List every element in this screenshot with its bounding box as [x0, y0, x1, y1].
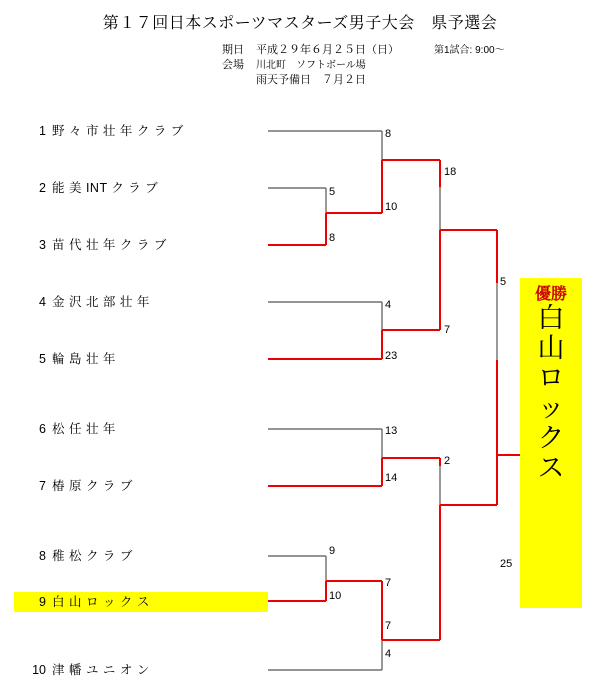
team-row-winner[interactable] — [14, 592, 268, 612]
team-name: 松 任 壮 年 — [52, 422, 116, 436]
team-seed: 4 — [39, 295, 46, 309]
first-match-time: 第1試合: 9:00〜 — [434, 45, 505, 56]
event-date-value: 平成２９年６月２５日（日） — [256, 44, 399, 56]
team-seed: 2 — [39, 181, 46, 195]
team-row[interactable] — [28, 294, 268, 310]
match-score: 10 — [385, 201, 398, 213]
team-name: 野 々 市 壮 年 ク ラ ブ — [52, 124, 184, 138]
match-score: 9 — [329, 545, 336, 557]
match-score: 23 — [385, 350, 398, 362]
venue-value: 川北町 ソフトボール場 — [256, 60, 366, 71]
team-seed: 10 — [32, 663, 46, 677]
champion-name-char: ッ — [537, 393, 565, 423]
team-row[interactable] — [28, 180, 268, 196]
match-score: 7 — [444, 324, 451, 336]
team-seed: 1 — [39, 124, 46, 138]
champion-name-char: ク — [537, 423, 565, 453]
match-score: 4 — [385, 648, 392, 660]
team-seed: 5 — [39, 352, 46, 366]
champion-name-char: 白 — [537, 303, 565, 333]
team-name: 能 美 INT ク ラ ブ — [52, 181, 159, 195]
team-row[interactable] — [28, 421, 268, 437]
team-seed: 9 — [39, 595, 46, 609]
venue-label: 会場 — [222, 59, 244, 71]
champion-name-char: 山 — [537, 333, 565, 363]
team-name: 白 山 ロ ッ ク ス — [52, 595, 150, 609]
team-row[interactable] — [28, 123, 268, 139]
champion-label: 優勝 — [534, 286, 567, 303]
match-score: 8 — [329, 232, 336, 244]
team-name: 津 幡 ユ ニ オ ン — [52, 663, 150, 677]
team-row[interactable] — [28, 478, 268, 494]
team-name: 稚 松 ク ラ ブ — [52, 549, 133, 563]
match-score: 18 — [444, 166, 457, 178]
team-name: 輪 島 壮 年 — [52, 352, 116, 366]
match-score: 4 — [385, 299, 392, 311]
match-score: 7 — [385, 577, 392, 589]
team-row[interactable] — [28, 351, 268, 367]
champion-name-char: ス — [537, 453, 565, 483]
team-name: 苗 代 壮 年 ク ラ ブ — [52, 238, 167, 252]
champion-name-char: ロ — [537, 363, 565, 393]
match-score: 13 — [385, 425, 398, 437]
event-date-label: 期日 — [222, 44, 244, 56]
team-seed: 8 — [39, 549, 46, 563]
match-score: 14 — [385, 472, 398, 484]
team-seed: 7 — [39, 479, 46, 493]
match-score: 2 — [444, 455, 451, 467]
team-row[interactable] — [22, 662, 268, 678]
team-row[interactable] — [28, 237, 268, 253]
team-row[interactable] — [28, 548, 268, 564]
page-title: 第１７回日本スポーツマスターズ男子大会 県予選会 — [102, 15, 498, 32]
match-score: 10 — [329, 590, 342, 602]
team-seed: 3 — [39, 238, 46, 252]
match-score: 7 — [385, 620, 392, 632]
match-score: 5 — [329, 186, 336, 198]
rain-date-value: 雨天予備日 ７月２日 — [256, 74, 366, 86]
team-name: 椿 原 ク ラ ブ — [52, 479, 133, 493]
team-seed: 6 — [39, 422, 46, 436]
match-score: 25 — [500, 558, 513, 570]
champion-name — [524, 303, 578, 483]
team-name: 金 沢 北 部 壮 年 — [52, 295, 150, 309]
match-score: 8 — [385, 128, 392, 140]
match-score: 5 — [500, 276, 507, 288]
